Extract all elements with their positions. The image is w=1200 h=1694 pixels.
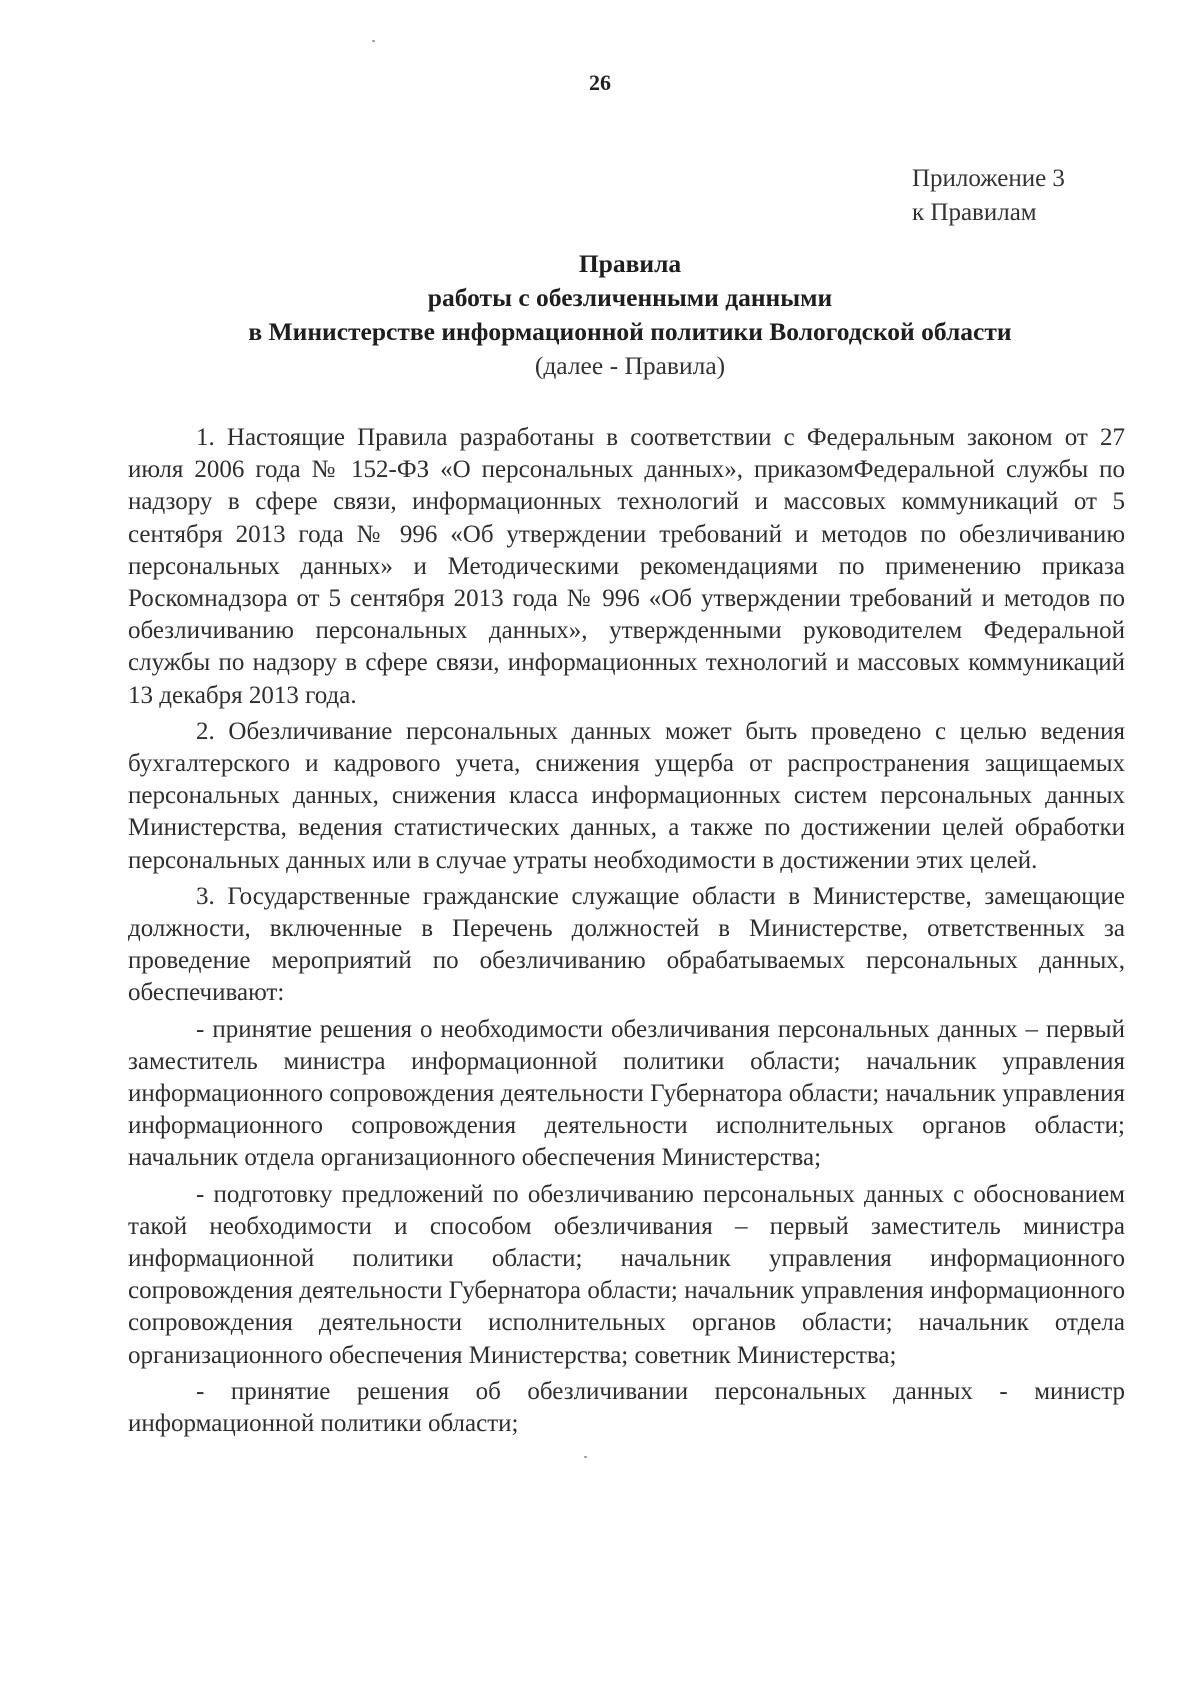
page-number: 26 — [589, 70, 611, 95]
title-line-4: (далее - Правила) — [534, 351, 726, 380]
list-item: - принятие решения об обезличивании персональных данных - министр информационной политики области; — [128, 1377, 1125, 1438]
paragraph-1: 1. Настоящие Правила разработаны в соответствии с Федеральным законом от 27 июля 2006 года № 152-ФЗ «О персональных данных», приказомФедеральной службы по надзору в сфере связи, информационных технологий и массовых коммуникаций от 5 сентября 2013 года № 996 «Об утверждении требований и методов по обезличиванию персональных данных» и Методическими рекомендациями по применению приказа Роскомнадзора от 5 сентября 2013 года № 996 «Об утверждении требований и методов по обезличиванию персональных данных», утвержденными руководителем Федеральной службы по надзору в сфере связи, информационных технологий и массовых коммуникаций 13 декабря 2013 года. — [128, 424, 1125, 709]
paragraph-2: 2. Обезличивание персональных данных может быть проведено с целью ведения бухгалтерского и кадрового учета, снижения ущерба от распространения защищаемых персональных данных, снижения класса информационных систем персональных данных Министерства, ведения статистических данных, а также по достижении целей обработки персональных данных или в случае утраты необходимости в достижении этих целей. — [128, 717, 1125, 874]
appendix-line-1: Приложение 3 — [912, 165, 1065, 192]
document-body — [128, 422, 1125, 1444]
appendix-line-2: к Правилам — [912, 199, 1037, 226]
list-item: - подготовку предложений по обезличиванию персональных данных с обоснованием такой необходимости и способом обезличивания – первый заместитель министра информационной политики области; начальник управления информационного сопровождения деятельности Губернатора области; начальник управления информационного сопровождения деятельности исполнительных органов области; начальник отдела организационного обеспечения Министерства; советник Министерства; — [128, 1180, 1125, 1369]
paragraph-3: 3. Государственные гражданские служащие области в Министерстве, замещающие должности, включенные в Перечень должностей в Министерстве, ответственных за проведение мероприятий по обезличиванию обрабатываемых персональных данных, обеспечивают: — [128, 882, 1125, 1007]
document-title — [130, 247, 1130, 383]
title-line-1: Правила — [578, 249, 682, 278]
title-line-3: в Министерстве информационной политики Вологодской области — [248, 317, 1012, 346]
appendix-note — [912, 162, 1065, 230]
scan-speck — [372, 40, 375, 42]
list-item: - принятие решения о необходимости обезличивания персональных данных – первый заместитель министра информационной политики области; начальник управления информационного сопровождения деятельности Губернатора области; начальник управления информационного сопровождения деятельности исполнительных органов области; начальник отдела организационного обеспечения Министерства; — [128, 1015, 1125, 1172]
title-line-2: работы с обезличенными данными — [427, 283, 833, 312]
scan-speck — [584, 1456, 587, 1458]
